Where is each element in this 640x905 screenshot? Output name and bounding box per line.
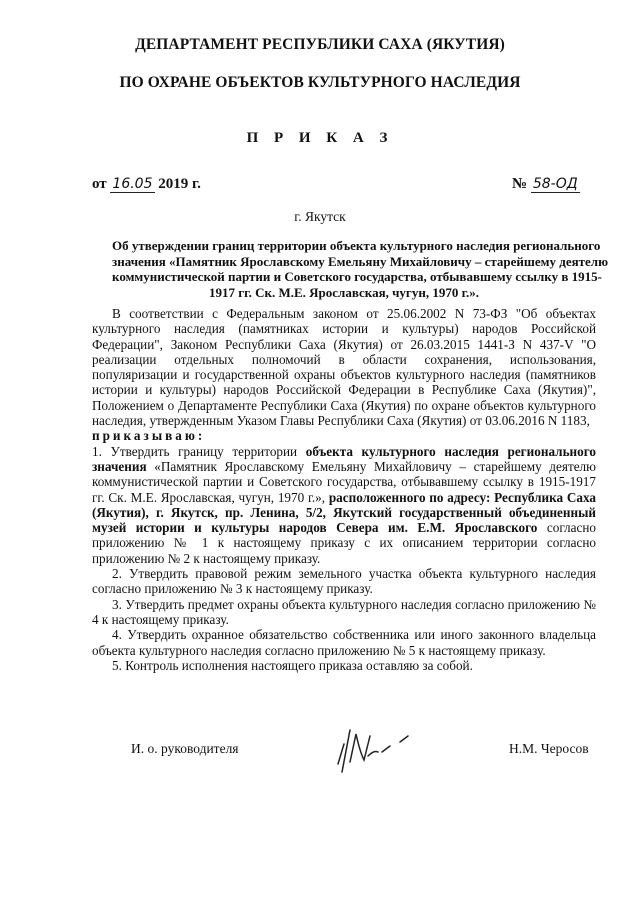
number-sign: № <box>512 176 528 192</box>
signatory-position: И. о. руководителя <box>131 741 239 756</box>
order-body <box>92 306 596 673</box>
order-subject <box>112 238 609 300</box>
preamble-paragraph: В соответствии с Федеральным законом от 25.06.2002 N 73-ФЗ "Об объектах культурного наследия (памятниках истории и культуры) народов Российской Федерации", Законом Республики Саха (Якутия) от 26.03.2015 1441-З N 437-V "О реализации отдельных полномочий в области сохранения, использования, популяризации и государственной охраны объектов культурного наследия (памятников истории и культуры) народов Российской Федерации в Республике Саха (Якутия)", Положением о Департаменте Республики Саха (Якутия) по охране объектов культурного наследия, утвержденным Указом Главы Республики Саха (Якутия) от 03.06.2016 N 1183, <box>92 306 596 429</box>
item-4-paragraph: 4. Утвердить охранное обязательство собственника или иного законного владельца объекта культурного наследия согласно приложению № 5 к настоящему приказу. <box>92 627 596 658</box>
signatory-name: Н.М. Черосов <box>509 741 589 756</box>
date-prefix: от <box>92 176 107 192</box>
department-header-line2: ПО ОХРАНЕ ОБЪЕКТОВ КУЛЬТУРНОГО НАСЛЕДИЯ <box>119 74 521 91</box>
subject-line: коммунистической партии и Советского государства, отбывавшему ссылку в 1915- <box>112 269 602 284</box>
handwritten-signature <box>330 722 420 787</box>
item-3-paragraph: 3. Утвердить предмет охраны объекта культурного наследия согласно приложению № 4 к настоящему приказу. <box>92 596 596 627</box>
order-word: приказываю: <box>92 428 206 444</box>
handwritten-number: 58-ОД <box>532 176 578 192</box>
item-2-paragraph: 2. Утвердить правовой режим земельного участка объекта культурного наследия согласно приложению № 3 к настоящему приказу. <box>92 566 596 597</box>
item-1-paragraph: 1. Утвердить границу территории объекта культурного наследия регионального значения «Памятник Ярославскому Емельяну Михайловичу – старейшему деятелю коммунистической партии и Советского государства, отбывавшему ссылку в 1915-1917 гг. Ск. М.Е. Ярославская, чугун, 1970 г.», расположенного по адресу: Республика Саха (Якутия), г. Якутск, пр. Ленина, 5/2, Якутский государственный объединенный музей истории и культуры народов Севера им. Е.М. Ярославского согласно приложению № 1 к настоящему приказу с их описанием территории согласно приложению № 2 к настоящему приказу. <box>92 443 596 566</box>
subject-line: значения «Памятник Ярославскому Емельяну Михайловичу – старейшему деятелю <box>112 253 609 269</box>
subject-line: Об утверждении границ территории объекта культурного наследия регионального <box>112 238 601 253</box>
order-number <box>512 176 580 193</box>
subject-line: 1917 гг. Ск. М.Е. Ярославская, чугун, 1970 г.». <box>208 284 480 300</box>
order-date <box>92 176 201 193</box>
item-5-paragraph: 5. Контроль исполнения настоящего приказа оставляю за собой. <box>112 657 473 673</box>
document-title: П Р И К А З <box>246 130 394 146</box>
city-line: г. Якутск <box>294 209 346 224</box>
department-header-line1: ДЕПАРТАМЕНТ РЕСПУБЛИКИ САХА (ЯКУТИЯ) <box>135 36 505 53</box>
date-year: 2019 г. <box>158 176 201 192</box>
handwritten-date: 16.05 <box>112 176 153 192</box>
